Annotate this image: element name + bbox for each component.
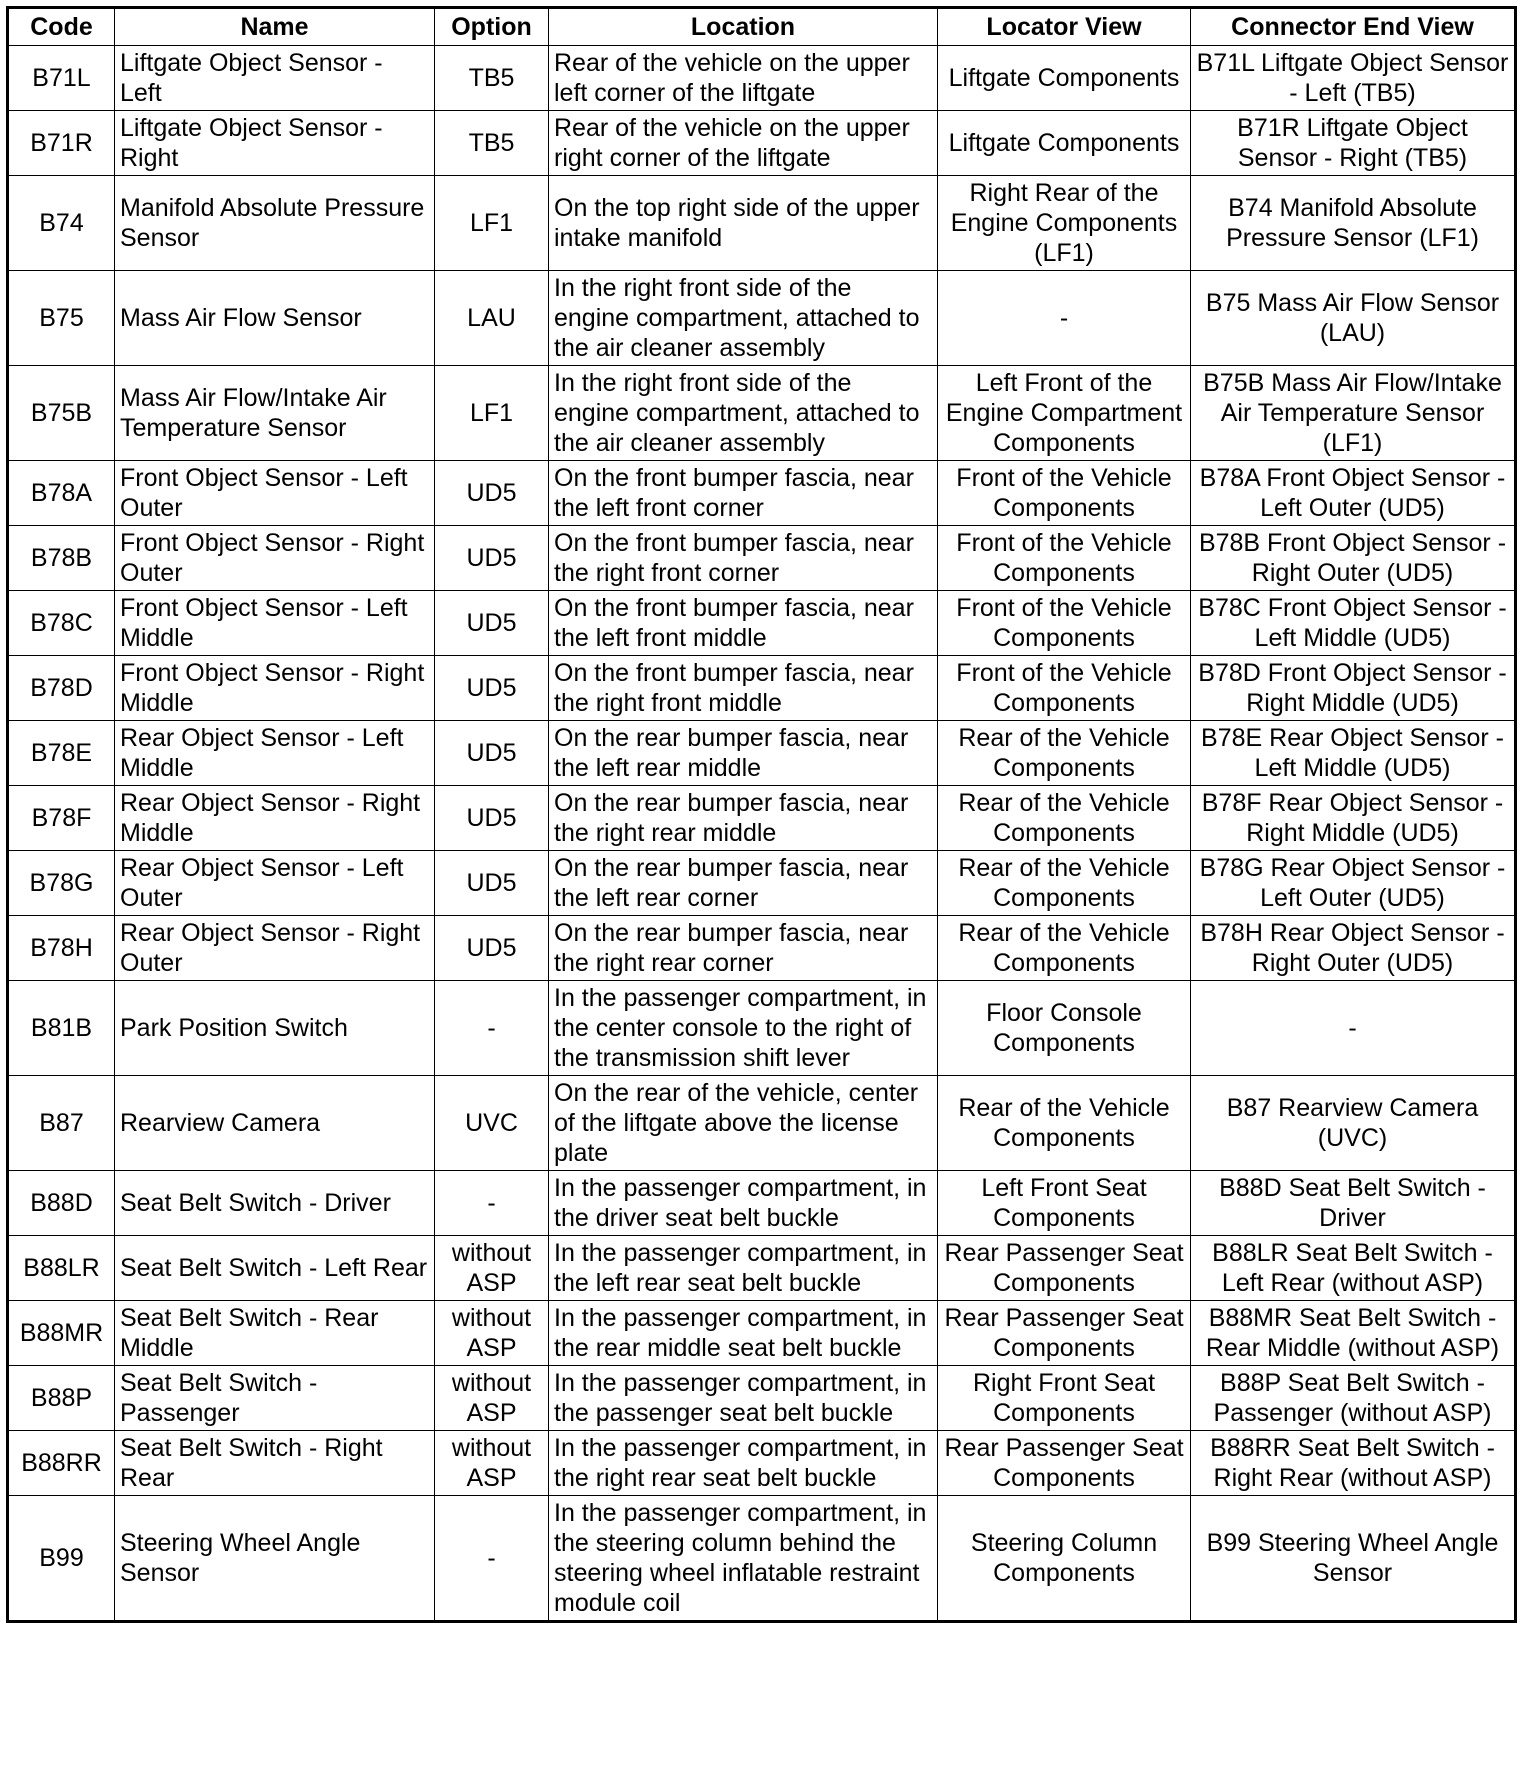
cell-locator-view: Right Rear of the Engine Components (LF1) [938,176,1191,271]
cell-location: In the passenger compartment, in the center console to the right of the transmission shift lever [549,981,938,1076]
cell-locator-view: Rear of the Vehicle Components [938,916,1191,981]
cell-option: UD5 [435,591,549,656]
cell-name: Seat Belt Switch - Right Rear [115,1431,435,1496]
cell-code: B78E [8,721,115,786]
cell-option: - [435,1496,549,1622]
cell-name: Seat Belt Switch - Driver [115,1171,435,1236]
cell-option: without ASP [435,1236,549,1301]
table-row [8,111,1516,176]
table-row [8,916,1516,981]
cell-name: Manifold Absolute Pressure Sensor [115,176,435,271]
cell-code: B87 [8,1076,115,1171]
cell-connector-end-view: B75 Mass Air Flow Sensor (LAU) [1191,271,1516,366]
cell-location: In the passenger compartment, in the steering column behind the steering wheel inflatable restraint module coil [549,1496,938,1622]
cell-option: without ASP [435,1366,549,1431]
cell-option: - [435,1171,549,1236]
cell-connector-end-view: B78D Front Object Sensor - Right Middle (UD5) [1191,656,1516,721]
cell-connector-end-view: B88MR Seat Belt Switch - Rear Middle (without ASP) [1191,1301,1516,1366]
cell-locator-view: Steering Column Components [938,1496,1191,1622]
cell-location: In the passenger compartment, in the right rear seat belt buckle [549,1431,938,1496]
table-row [8,981,1516,1076]
cell-name: Front Object Sensor - Left Outer [115,461,435,526]
cell-connector-end-view: B78H Rear Object Sensor - Right Outer (UD5) [1191,916,1516,981]
table-body [8,46,1516,1622]
cell-connector-end-view: - [1191,981,1516,1076]
cell-location: On the rear bumper fascia, near the right rear middle [549,786,938,851]
cell-name: Mass Air Flow Sensor [115,271,435,366]
cell-locator-view: Liftgate Components [938,46,1191,111]
cell-location: On the rear bumper fascia, near the left rear corner [549,851,938,916]
cell-location: On the rear bumper fascia, near the left rear middle [549,721,938,786]
cell-locator-view: Left Front Seat Components [938,1171,1191,1236]
cell-location: In the passenger compartment, in the driver seat belt buckle [549,1171,938,1236]
component-locator-table-container [6,6,1514,1623]
cell-code: B75B [8,366,115,461]
cell-name: Front Object Sensor - Left Middle [115,591,435,656]
cell-connector-end-view: B88LR Seat Belt Switch - Left Rear (without ASP) [1191,1236,1516,1301]
cell-name: Front Object Sensor - Right Outer [115,526,435,591]
cell-option: without ASP [435,1301,549,1366]
cell-name: Park Position Switch [115,981,435,1076]
cell-code: B78C [8,591,115,656]
cell-name: Seat Belt Switch - Rear Middle [115,1301,435,1366]
cell-connector-end-view: B78F Rear Object Sensor - Right Middle (UD5) [1191,786,1516,851]
cell-location: In the right front side of the engine compartment, attached to the air cleaner assembly [549,366,938,461]
cell-location: In the right front side of the engine compartment, attached to the air cleaner assembly [549,271,938,366]
cell-option: UD5 [435,916,549,981]
cell-locator-view: Rear Passenger Seat Components [938,1236,1191,1301]
cell-locator-view: Rear of the Vehicle Components [938,786,1191,851]
table-row [8,461,1516,526]
cell-option: UD5 [435,656,549,721]
table-row [8,1496,1516,1622]
cell-name: Rear Object Sensor - Left Outer [115,851,435,916]
cell-locator-view: Front of the Vehicle Components [938,656,1191,721]
table-row [8,526,1516,591]
cell-location: Rear of the vehicle on the upper right corner of the liftgate [549,111,938,176]
cell-location: On the rear bumper fascia, near the right rear corner [549,916,938,981]
table-row [8,1301,1516,1366]
cell-option: TB5 [435,46,549,111]
cell-connector-end-view: B87 Rearview Camera (UVC) [1191,1076,1516,1171]
cell-connector-end-view: B78B Front Object Sensor - Right Outer (UD5) [1191,526,1516,591]
table-row [8,786,1516,851]
cell-option: TB5 [435,111,549,176]
table-row [8,46,1516,111]
table-row [8,1236,1516,1301]
header-name: Name [115,8,435,46]
cell-location: In the passenger compartment, in the left rear seat belt buckle [549,1236,938,1301]
cell-name: Seat Belt Switch - Left Rear [115,1236,435,1301]
cell-location: Rear of the vehicle on the upper left corner of the liftgate [549,46,938,111]
cell-locator-view: Rear of the Vehicle Components [938,721,1191,786]
table-row [8,721,1516,786]
cell-locator-view: Rear of the Vehicle Components [938,1076,1191,1171]
cell-code: B81B [8,981,115,1076]
cell-connector-end-view: B78C Front Object Sensor - Left Middle (UD5) [1191,591,1516,656]
table-row [8,1076,1516,1171]
cell-code: B78G [8,851,115,916]
table-row [8,851,1516,916]
cell-location: On the front bumper fascia, near the right front corner [549,526,938,591]
cell-code: B88MR [8,1301,115,1366]
cell-option: UD5 [435,461,549,526]
cell-locator-view: Left Front of the Engine Compartment Components [938,366,1191,461]
cell-locator-view: Floor Console Components [938,981,1191,1076]
header-connector-end-view: Connector End View [1191,8,1516,46]
cell-location: On the front bumper fascia, near the left front middle [549,591,938,656]
cell-code: B88P [8,1366,115,1431]
cell-location: In the passenger compartment, in the passenger seat belt buckle [549,1366,938,1431]
cell-option: LF1 [435,366,549,461]
table-row [8,176,1516,271]
header-row [8,8,1516,46]
cell-code: B88D [8,1171,115,1236]
table-row [8,591,1516,656]
cell-option: LAU [435,271,549,366]
table-row [8,1366,1516,1431]
cell-code: B75 [8,271,115,366]
cell-name: Front Object Sensor - Right Middle [115,656,435,721]
cell-location: On the front bumper fascia, near the left front corner [549,461,938,526]
table-row [8,1431,1516,1496]
cell-locator-view: - [938,271,1191,366]
cell-code: B74 [8,176,115,271]
header-option: Option [435,8,549,46]
cell-option: without ASP [435,1431,549,1496]
table-header [8,8,1516,46]
cell-code: B78A [8,461,115,526]
cell-connector-end-view: B71L Liftgate Object Sensor - Left (TB5) [1191,46,1516,111]
cell-connector-end-view: B78A Front Object Sensor - Left Outer (UD5) [1191,461,1516,526]
cell-code: B78D [8,656,115,721]
cell-locator-view: Front of the Vehicle Components [938,526,1191,591]
cell-locator-view: Liftgate Components [938,111,1191,176]
cell-code: B78B [8,526,115,591]
cell-name: Mass Air Flow/Intake Air Temperature Sensor [115,366,435,461]
cell-location: On the rear of the vehicle, center of the liftgate above the license plate [549,1076,938,1171]
cell-option: - [435,981,549,1076]
table-row [8,271,1516,366]
cell-connector-end-view: B88D Seat Belt Switch - Driver [1191,1171,1516,1236]
cell-connector-end-view: B88P Seat Belt Switch - Passenger (without ASP) [1191,1366,1516,1431]
cell-option: UD5 [435,526,549,591]
cell-code: B99 [8,1496,115,1622]
cell-location: In the passenger compartment, in the rear middle seat belt buckle [549,1301,938,1366]
cell-connector-end-view: B74 Manifold Absolute Pressure Sensor (LF1) [1191,176,1516,271]
table-row [8,366,1516,461]
cell-name: Steering Wheel Angle Sensor [115,1496,435,1622]
cell-name: Liftgate Object Sensor - Right [115,111,435,176]
cell-connector-end-view: B75B Mass Air Flow/Intake Air Temperature Sensor (LF1) [1191,366,1516,461]
header-locator-view: Locator View [938,8,1191,46]
cell-connector-end-view: B99 Steering Wheel Angle Sensor [1191,1496,1516,1622]
cell-locator-view: Right Front Seat Components [938,1366,1191,1431]
table-row [8,656,1516,721]
cell-code: B71R [8,111,115,176]
cell-code: B78H [8,916,115,981]
header-code: Code [8,8,115,46]
cell-name: Rear Object Sensor - Left Middle [115,721,435,786]
cell-code: B71L [8,46,115,111]
component-locator-table [6,6,1517,1623]
cell-name: Seat Belt Switch - Passenger [115,1366,435,1431]
cell-option: UVC [435,1076,549,1171]
cell-locator-view: Rear Passenger Seat Components [938,1301,1191,1366]
cell-connector-end-view: B78G Rear Object Sensor - Left Outer (UD5) [1191,851,1516,916]
cell-option: UD5 [435,786,549,851]
cell-location: On the front bumper fascia, near the right front middle [549,656,938,721]
cell-connector-end-view: B78E Rear Object Sensor - Left Middle (UD5) [1191,721,1516,786]
cell-connector-end-view: B88RR Seat Belt Switch - Right Rear (without ASP) [1191,1431,1516,1496]
cell-option: UD5 [435,721,549,786]
cell-connector-end-view: B71R Liftgate Object Sensor - Right (TB5) [1191,111,1516,176]
cell-name: Rear Object Sensor - Right Outer [115,916,435,981]
cell-option: UD5 [435,851,549,916]
cell-name: Rearview Camera [115,1076,435,1171]
cell-locator-view: Rear Passenger Seat Components [938,1431,1191,1496]
cell-option: LF1 [435,176,549,271]
cell-locator-view: Front of the Vehicle Components [938,461,1191,526]
cell-location: On the top right side of the upper intake manifold [549,176,938,271]
cell-code: B78F [8,786,115,851]
cell-locator-view: Rear of the Vehicle Components [938,851,1191,916]
header-location: Location [549,8,938,46]
cell-locator-view: Front of the Vehicle Components [938,591,1191,656]
table-row [8,1171,1516,1236]
cell-code: B88LR [8,1236,115,1301]
cell-code: B88RR [8,1431,115,1496]
cell-name: Rear Object Sensor - Right Middle [115,786,435,851]
cell-name: Liftgate Object Sensor - Left [115,46,435,111]
